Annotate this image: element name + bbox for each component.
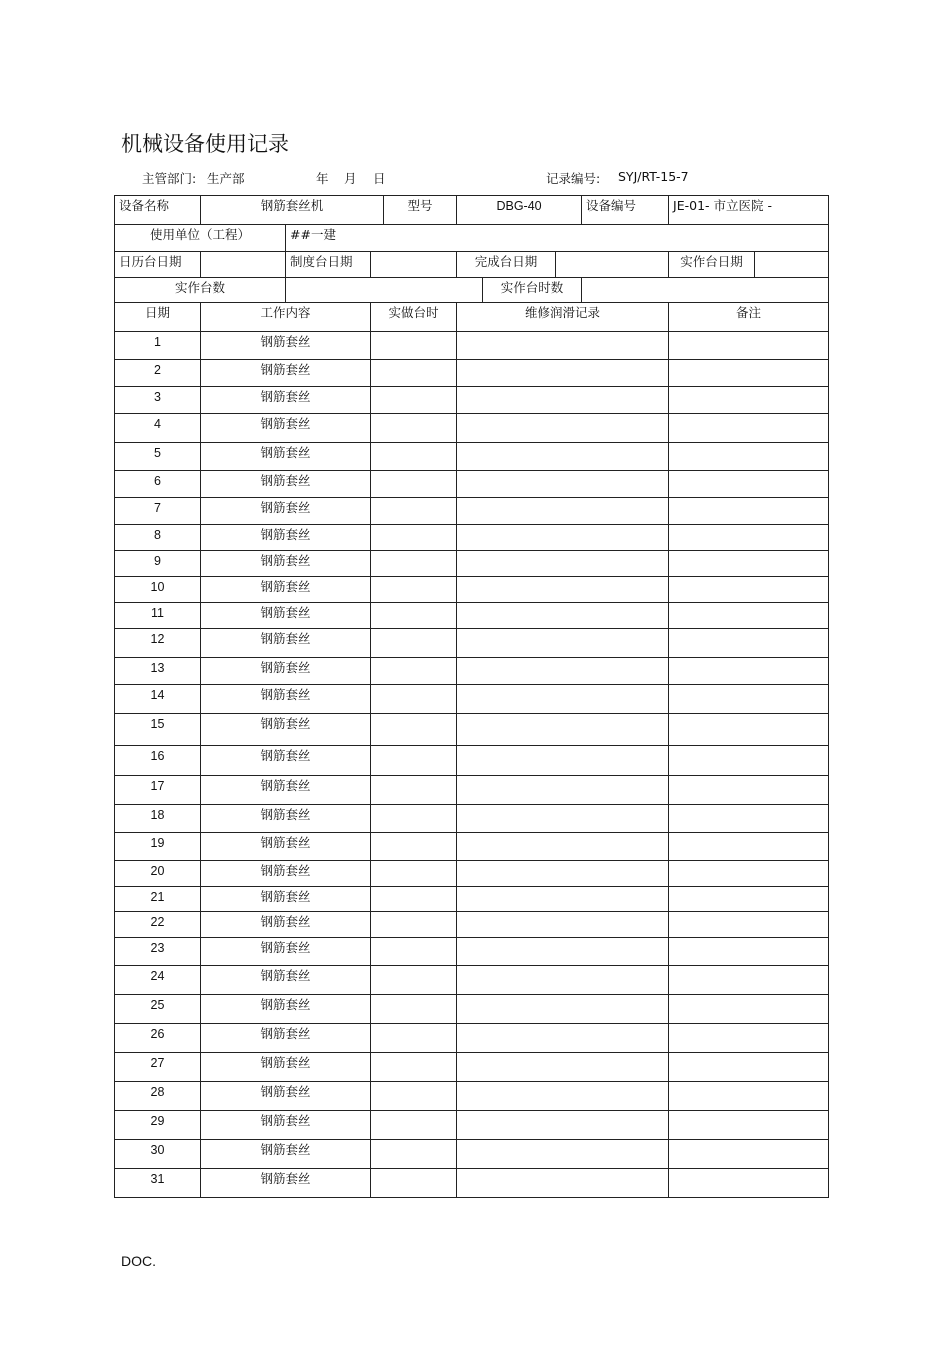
row-maintenance-cell[interactable]	[457, 577, 669, 603]
row-hours-cell[interactable]	[371, 658, 457, 685]
row-hours-cell[interactable]	[371, 629, 457, 658]
col-header-maintenance: 维修润滑记录	[457, 303, 669, 332]
row-date: 26	[115, 1024, 201, 1053]
row-maintenance-cell[interactable]	[457, 746, 669, 776]
row-work-content: 钢筋套丝	[201, 414, 371, 443]
dept-value: 生产部	[207, 171, 245, 186]
row-work-content: 钢筋套丝	[201, 805, 371, 833]
row-work-content: 钢筋套丝	[201, 776, 371, 805]
row-hours-cell[interactable]	[371, 1140, 457, 1169]
row-date: 5	[115, 443, 201, 471]
table-row	[115, 1082, 829, 1111]
row-maintenance-cell[interactable]	[457, 603, 669, 629]
row-hours-cell[interactable]	[371, 938, 457, 966]
row-remarks-cell[interactable]	[669, 861, 829, 887]
row-hours-cell[interactable]	[371, 414, 457, 443]
table-row	[115, 887, 829, 912]
row-work-content: 钢筋套丝	[201, 938, 371, 966]
row-remarks-cell[interactable]	[669, 1140, 829, 1169]
row-maintenance-cell[interactable]	[457, 1053, 669, 1082]
row-hours-cell[interactable]	[371, 1053, 457, 1082]
col-header-hours: 实做台时	[371, 303, 457, 332]
equipment-name-label: 设备名称	[115, 196, 201, 225]
actual-days-value[interactable]	[755, 252, 829, 278]
model-label: 型号	[384, 196, 457, 225]
row-maintenance-cell[interactable]	[457, 1169, 669, 1198]
row-hours-cell[interactable]	[371, 995, 457, 1024]
row-date: 7	[115, 498, 201, 525]
page-title: 机械设备使用记录	[121, 132, 289, 156]
row-maintenance-cell[interactable]	[457, 966, 669, 995]
actual-units-value[interactable]	[286, 278, 483, 303]
record-no-label: 记录编号:	[546, 171, 601, 186]
row-maintenance-cell[interactable]	[457, 471, 669, 498]
row-maintenance-cell[interactable]	[457, 414, 669, 443]
equipment-usage-table	[114, 195, 829, 1198]
row-date: 12	[115, 629, 201, 658]
row-work-content: 钢筋套丝	[201, 1082, 371, 1111]
equipment-no-value: JE-01- 市立医院 -	[669, 196, 829, 225]
dept-label: 主管部门:	[142, 171, 197, 186]
row-date: 30	[115, 1140, 201, 1169]
table-row	[115, 387, 829, 414]
row-date: 18	[115, 805, 201, 833]
row-maintenance-cell[interactable]	[457, 1111, 669, 1140]
row-hours-cell[interactable]	[371, 1024, 457, 1053]
row-work-content: 钢筋套丝	[201, 912, 371, 938]
row-remarks-cell[interactable]	[669, 833, 829, 861]
actual-units-label: 实作台数	[115, 278, 286, 303]
info-row-actual	[115, 278, 829, 303]
row-work-content: 钢筋套丝	[201, 746, 371, 776]
row-remarks-cell[interactable]	[669, 938, 829, 966]
row-hours-cell[interactable]	[371, 387, 457, 414]
row-remarks-cell[interactable]	[669, 1024, 829, 1053]
row-hours-cell[interactable]	[371, 471, 457, 498]
row-maintenance-cell[interactable]	[457, 805, 669, 833]
row-date: 29	[115, 1111, 201, 1140]
row-hours-cell[interactable]	[371, 1111, 457, 1140]
table-row	[115, 443, 829, 471]
info-row-days	[115, 252, 829, 278]
table-row	[115, 995, 829, 1024]
row-remarks-cell[interactable]	[669, 414, 829, 443]
row-remarks-cell[interactable]	[669, 1053, 829, 1082]
row-remarks-cell[interactable]	[669, 603, 829, 629]
row-work-content: 钢筋套丝	[201, 577, 371, 603]
row-remarks-cell[interactable]	[669, 1169, 829, 1198]
row-date: 20	[115, 861, 201, 887]
row-remarks-cell[interactable]	[669, 332, 829, 360]
row-date: 16	[115, 746, 201, 776]
row-date: 22	[115, 912, 201, 938]
row-remarks-cell[interactable]	[669, 887, 829, 912]
row-work-content: 钢筋套丝	[201, 1024, 371, 1053]
calendar-days-value[interactable]	[201, 252, 286, 278]
row-remarks-cell[interactable]	[669, 1082, 829, 1111]
row-work-content: 钢筋套丝	[201, 861, 371, 887]
row-work-content: 钢筋套丝	[201, 1169, 371, 1198]
record-no-value: SYJ/RT-15-7	[618, 169, 689, 184]
table-row	[115, 861, 829, 887]
row-hours-cell[interactable]	[371, 551, 457, 577]
table-row	[115, 498, 829, 525]
row-date: 28	[115, 1082, 201, 1111]
row-hours-cell[interactable]	[371, 603, 457, 629]
row-work-content: 钢筋套丝	[201, 629, 371, 658]
row-remarks-cell[interactable]	[669, 805, 829, 833]
row-hours-cell[interactable]	[371, 577, 457, 603]
unit-value: ##一建	[286, 225, 829, 252]
row-work-content: 钢筋套丝	[201, 833, 371, 861]
row-remarks-cell[interactable]	[669, 471, 829, 498]
row-maintenance-cell[interactable]	[457, 443, 669, 471]
table-row	[115, 1140, 829, 1169]
row-remarks-cell[interactable]	[669, 498, 829, 525]
system-days-label: 制度台日期	[286, 252, 371, 278]
row-maintenance-cell[interactable]	[457, 525, 669, 551]
row-maintenance-cell[interactable]	[457, 1024, 669, 1053]
col-header-remarks: 备注	[669, 303, 829, 332]
table-row	[115, 1053, 829, 1082]
table-row	[115, 577, 829, 603]
row-remarks-cell[interactable]	[669, 360, 829, 387]
row-date: 8	[115, 525, 201, 551]
row-work-content: 钢筋套丝	[201, 443, 371, 471]
row-hours-cell[interactable]	[371, 912, 457, 938]
row-date: 15	[115, 714, 201, 746]
table-row	[115, 1024, 829, 1053]
row-maintenance-cell[interactable]	[457, 887, 669, 912]
row-work-content: 钢筋套丝	[201, 471, 371, 498]
row-hours-cell[interactable]	[371, 525, 457, 551]
footer-text: DOC.	[121, 1253, 156, 1269]
row-maintenance-cell[interactable]	[457, 995, 669, 1024]
row-work-content: 钢筋套丝	[201, 1111, 371, 1140]
row-maintenance-cell[interactable]	[457, 1082, 669, 1111]
row-hours-cell[interactable]	[371, 714, 457, 746]
row-remarks-cell[interactable]	[669, 443, 829, 471]
row-remarks-cell[interactable]	[669, 995, 829, 1024]
table-row	[115, 833, 829, 861]
row-maintenance-cell[interactable]	[457, 360, 669, 387]
row-maintenance-cell[interactable]	[457, 833, 669, 861]
row-hours-cell[interactable]	[371, 498, 457, 525]
table-row	[115, 332, 829, 360]
row-work-content: 钢筋套丝	[201, 603, 371, 629]
actual-hours-label: 实作台时数	[483, 278, 582, 303]
actual-days-label: 实作台日期	[669, 252, 755, 278]
row-work-content: 钢筋套丝	[201, 995, 371, 1024]
row-work-content: 钢筋套丝	[201, 685, 371, 714]
col-header-date: 日期	[115, 303, 201, 332]
row-hours-cell[interactable]	[371, 805, 457, 833]
table-row	[115, 525, 829, 551]
row-hours-cell[interactable]	[371, 966, 457, 995]
row-maintenance-cell[interactable]	[457, 629, 669, 658]
row-date: 21	[115, 887, 201, 912]
row-work-content: 钢筋套丝	[201, 332, 371, 360]
unit-label: 使用单位（工程）	[115, 225, 286, 252]
row-hours-cell[interactable]	[371, 887, 457, 912]
row-date: 31	[115, 1169, 201, 1198]
row-date: 13	[115, 658, 201, 685]
row-maintenance-cell[interactable]	[457, 685, 669, 714]
table-row	[115, 746, 829, 776]
row-hours-cell[interactable]	[371, 332, 457, 360]
row-date: 24	[115, 966, 201, 995]
row-maintenance-cell[interactable]	[457, 498, 669, 525]
col-header-work: 工作内容	[201, 303, 371, 332]
row-work-content: 钢筋套丝	[201, 525, 371, 551]
row-date: 6	[115, 471, 201, 498]
row-maintenance-cell[interactable]	[457, 714, 669, 746]
row-hours-cell[interactable]	[371, 360, 457, 387]
table-row	[115, 603, 829, 629]
row-date: 23	[115, 938, 201, 966]
row-work-content: 钢筋套丝	[201, 551, 371, 577]
row-maintenance-cell[interactable]	[457, 1140, 669, 1169]
row-date: 19	[115, 833, 201, 861]
table-row	[115, 1169, 829, 1198]
row-maintenance-cell[interactable]	[457, 658, 669, 685]
row-date: 11	[115, 603, 201, 629]
row-work-content: 钢筋套丝	[201, 360, 371, 387]
row-remarks-cell[interactable]	[669, 746, 829, 776]
table-row	[115, 938, 829, 966]
table-row	[115, 414, 829, 443]
row-hours-cell[interactable]	[371, 746, 457, 776]
actual-hours-value[interactable]	[582, 278, 829, 303]
system-days-value[interactable]	[371, 252, 457, 278]
model-value: DBG-40	[457, 196, 582, 225]
row-date: 17	[115, 776, 201, 805]
table-row	[115, 360, 829, 387]
day-label: 日	[373, 171, 386, 186]
table-row	[115, 685, 829, 714]
year-label: 年	[316, 171, 329, 186]
table-row	[115, 1111, 829, 1140]
info-row-equipment	[115, 196, 829, 225]
row-remarks-cell[interactable]	[669, 912, 829, 938]
row-maintenance-cell[interactable]	[457, 332, 669, 360]
row-work-content: 钢筋套丝	[201, 658, 371, 685]
row-remarks-cell[interactable]	[669, 629, 829, 658]
month-label: 月	[344, 171, 357, 186]
row-date: 3	[115, 387, 201, 414]
row-maintenance-cell[interactable]	[457, 387, 669, 414]
row-hours-cell[interactable]	[371, 833, 457, 861]
row-maintenance-cell[interactable]	[457, 776, 669, 805]
row-maintenance-cell[interactable]	[457, 938, 669, 966]
row-work-content: 钢筋套丝	[201, 1140, 371, 1169]
row-hours-cell[interactable]	[371, 776, 457, 805]
row-hours-cell[interactable]	[371, 443, 457, 471]
table-row	[115, 776, 829, 805]
table-row	[115, 912, 829, 938]
row-date: 2	[115, 360, 201, 387]
table-row	[115, 471, 829, 498]
row-date: 4	[115, 414, 201, 443]
completed-days-label: 完成台日期	[457, 252, 556, 278]
row-date: 1	[115, 332, 201, 360]
equipment-no-label: 设备编号	[582, 196, 669, 225]
completed-days-value[interactable]	[556, 252, 669, 278]
row-remarks-cell[interactable]	[669, 966, 829, 995]
table-row	[115, 714, 829, 746]
row-date: 27	[115, 1053, 201, 1082]
calendar-days-label: 日历台日期	[115, 252, 201, 278]
row-work-content: 钢筋套丝	[201, 1053, 371, 1082]
row-date: 10	[115, 577, 201, 603]
row-date: 25	[115, 995, 201, 1024]
row-remarks-cell[interactable]	[669, 577, 829, 603]
info-row-unit	[115, 225, 829, 252]
row-remarks-cell[interactable]	[669, 658, 829, 685]
row-remarks-cell[interactable]	[669, 714, 829, 746]
table-row	[115, 551, 829, 577]
row-date: 14	[115, 685, 201, 714]
row-remarks-cell[interactable]	[669, 387, 829, 414]
row-remarks-cell[interactable]	[669, 776, 829, 805]
row-work-content: 钢筋套丝	[201, 966, 371, 995]
table-row	[115, 966, 829, 995]
row-work-content: 钢筋套丝	[201, 887, 371, 912]
row-hours-cell[interactable]	[371, 861, 457, 887]
row-date: 9	[115, 551, 201, 577]
row-hours-cell[interactable]	[371, 685, 457, 714]
row-work-content: 钢筋套丝	[201, 387, 371, 414]
equipment-name-value: 钢筋套丝机	[201, 196, 384, 225]
row-remarks-cell[interactable]	[669, 551, 829, 577]
row-work-content: 钢筋套丝	[201, 498, 371, 525]
row-maintenance-cell[interactable]	[457, 551, 669, 577]
row-maintenance-cell[interactable]	[457, 861, 669, 887]
row-hours-cell[interactable]	[371, 1169, 457, 1198]
row-remarks-cell[interactable]	[669, 1111, 829, 1140]
row-remarks-cell[interactable]	[669, 525, 829, 551]
row-hours-cell[interactable]	[371, 1082, 457, 1111]
row-remarks-cell[interactable]	[669, 685, 829, 714]
table-row	[115, 658, 829, 685]
table-row	[115, 629, 829, 658]
column-header-row	[115, 303, 829, 332]
row-work-content: 钢筋套丝	[201, 714, 371, 746]
table-row	[115, 805, 829, 833]
row-maintenance-cell[interactable]	[457, 912, 669, 938]
